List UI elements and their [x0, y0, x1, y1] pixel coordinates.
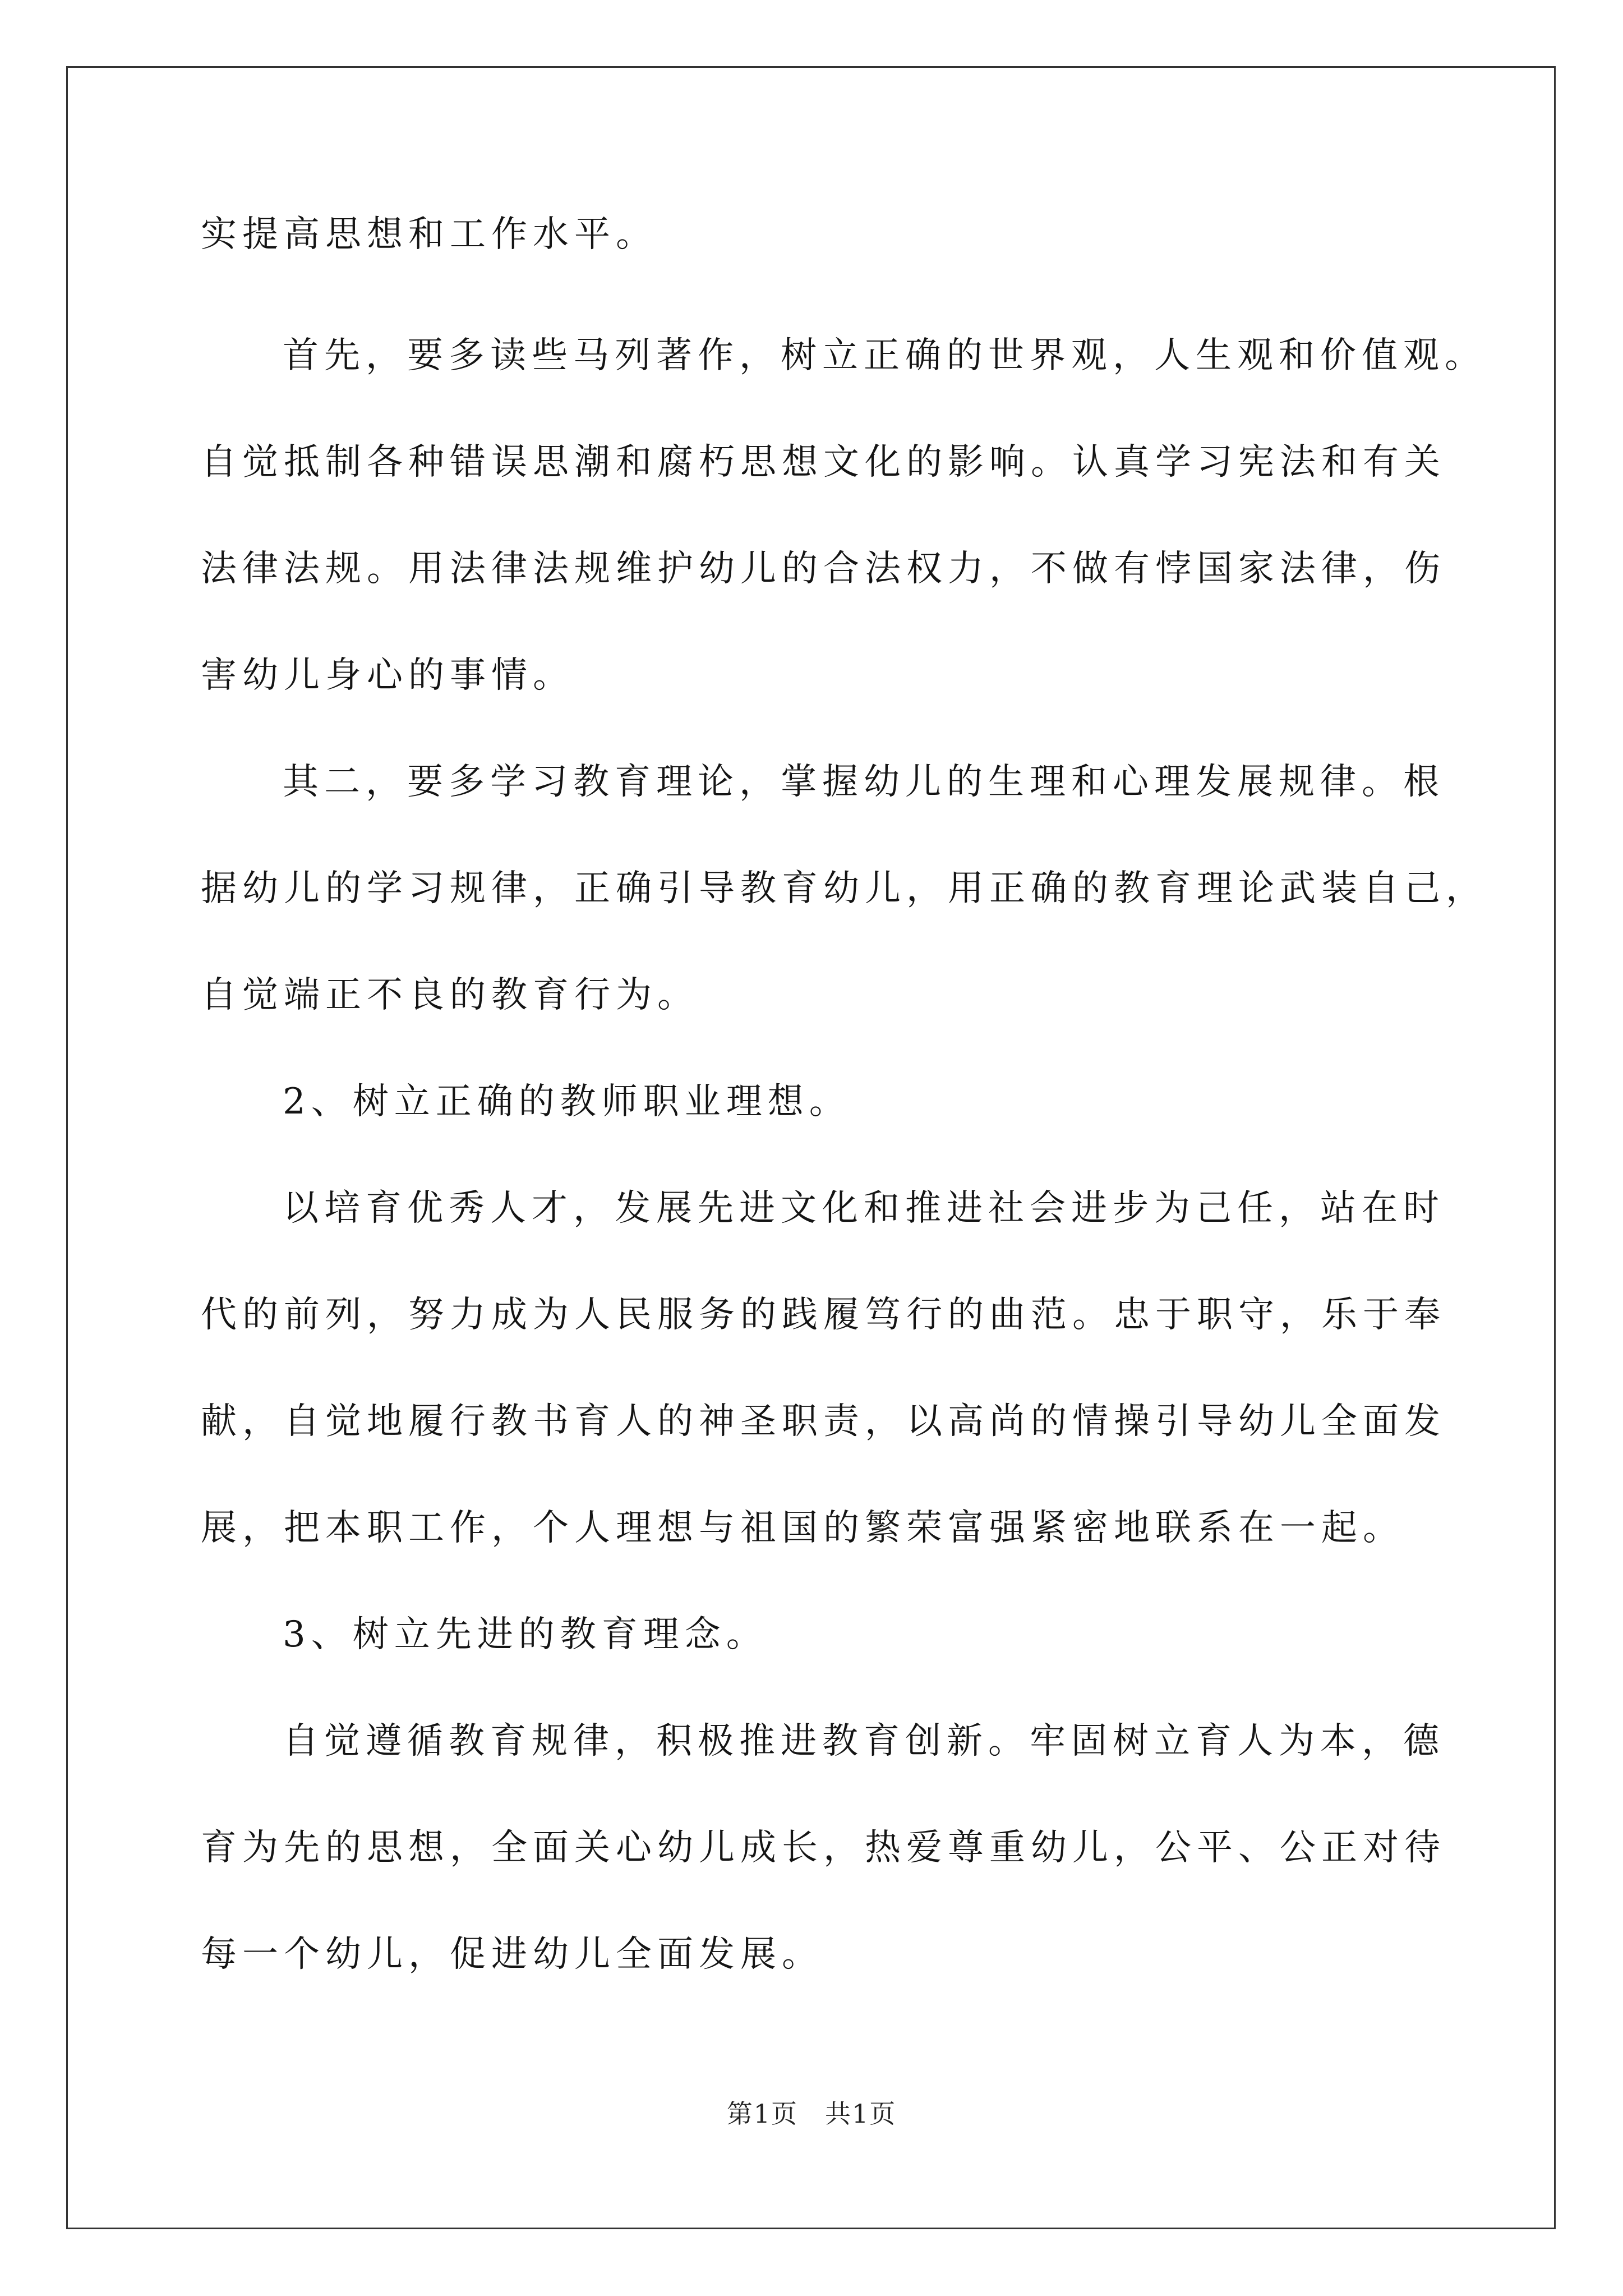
page-number-footer: 第1页 共1页	[726, 2099, 897, 2129]
text-line: 首先，要多读些马列著作，树立正确的世界观，人生观和价值观。	[283, 335, 1486, 376]
text-line: 自觉抵制各种错误思潮和腐朽思想文化的影响。认真学习宪法和有关	[201, 441, 1446, 483]
text-line: 自觉遵循教育规律，积极推进教育创新。牢固树立育人为本，德	[283, 1720, 1445, 1762]
text-line: 害幼儿身心的事情。	[201, 655, 574, 696]
text-line: 其二，要多学习教育理论，掌握幼儿的生理和心理发展规律。根	[283, 761, 1445, 803]
section-heading: 3、树立先进的教育理念。	[283, 1614, 768, 1655]
text-line: 据幼儿的学习规律，正确引导教育幼儿，用正确的教育理论武装自己，	[201, 868, 1487, 909]
section-heading: 2、树立正确的教师职业理想。	[283, 1081, 851, 1122]
text-line: 法律法规。用法律法规维护幼儿的合法权力，不做有悖国家法律，伤	[201, 548, 1446, 590]
text-line: 每一个幼儿，促进幼儿全面发展。	[201, 1934, 823, 1975]
text-line: 实提高思想和工作水平。	[201, 214, 657, 255]
text-line: 育为先的思想，全面关心幼儿成长，热爱尊重幼儿，公平、公正对待	[201, 1827, 1446, 1869]
text-line: 以培育优秀人才，发展先进文化和推进社会进步为己任，站在时	[283, 1188, 1445, 1229]
text-line: 献，自觉地履行教书育人的神圣职责，以高尚的情操引导幼儿全面发	[201, 1401, 1446, 1442]
text-line: 展，把本职工作，个人理想与祖国的繁荣富强紧密地联系在一起。	[201, 1507, 1404, 1549]
text-line: 代的前列，努力成为人民服务的践履笃行的曲范。忠于职守，乐于奉	[201, 1294, 1446, 1336]
text-line: 自觉端正不良的教育行为。	[201, 974, 699, 1016]
page-border	[66, 66, 1556, 2229]
